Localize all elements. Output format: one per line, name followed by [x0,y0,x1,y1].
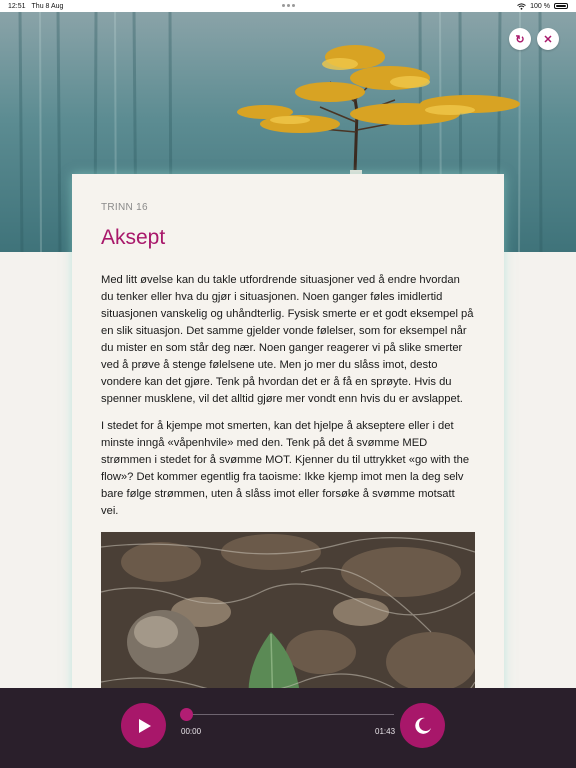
status-left [8,3,63,10]
step-label: TRINN 16 [101,202,148,213]
progress-knob[interactable] [180,708,193,721]
progress-track[interactable] [186,714,394,715]
lesson-card [72,174,504,694]
duration: 01:43 [375,727,396,736]
lesson-paragraph-2: I stedet for å kjempe mot smerten, kan det hjelpe å akseptere eller i det minste inngå «våpenhvile» med den. Tenk på det å svømme MED strømmen i stedet for å svømme MOT. Kjenner du til uttrykket «go with the flow»? Det kommer egentlig fra taoisme: Ikke kjemp imot men la deg selv bare følge strømmen, uten å slåss imot eller forsøke å svømme motsatt vei. [101,420,470,517]
battery-percent: 100 % [530,2,550,10]
restart-icon: ↻ [515,33,525,46]
stream-leaf-image [101,532,475,694]
lesson-title: Aksept [101,226,166,249]
sleep-timer-button[interactable] [400,703,445,748]
multitasking-dots-icon[interactable] [282,4,295,7]
restart-button[interactable] [509,28,531,50]
audio-player [0,688,576,768]
close-button[interactable] [537,28,559,50]
status-date: Thu 8 Aug [31,2,64,10]
play-button[interactable] [121,703,166,748]
play-icon [138,718,152,734]
wifi-icon [517,3,526,10]
current-time: 00:00 [181,727,202,736]
close-icon: ✕ [543,33,553,46]
battery-icon [554,3,568,9]
status-time: 12:51 [8,2,26,10]
status-bar [0,0,576,12]
lesson-paragraph-1: Med litt øvelse kan du takle utfordrende situasjoner ved å endre hvordan du tenker eller hva du gjør i situasjonen. Noen ganger føles imidlertid situasjonen vanskelig og uhåndterlig. Fysisk smerte er et godt eksempel på en slik situasjon. Det samme gjelder vonde følelser, som for eksempel når du mister en som står deg nær. Noen ganger reagerer vi på slike smerter ved å prøve å stenge følelsene ute. Men jo mer du slåss imot, desto vondere kan det gjøre. Tenk på hvordan det er å få en sprøyte. Hvis du spenner musklene, vil det alltid gjøre mer vondt enn hvis du er avslappet. [101,274,474,405]
status-right [517,3,568,10]
moon-icon [414,717,432,735]
